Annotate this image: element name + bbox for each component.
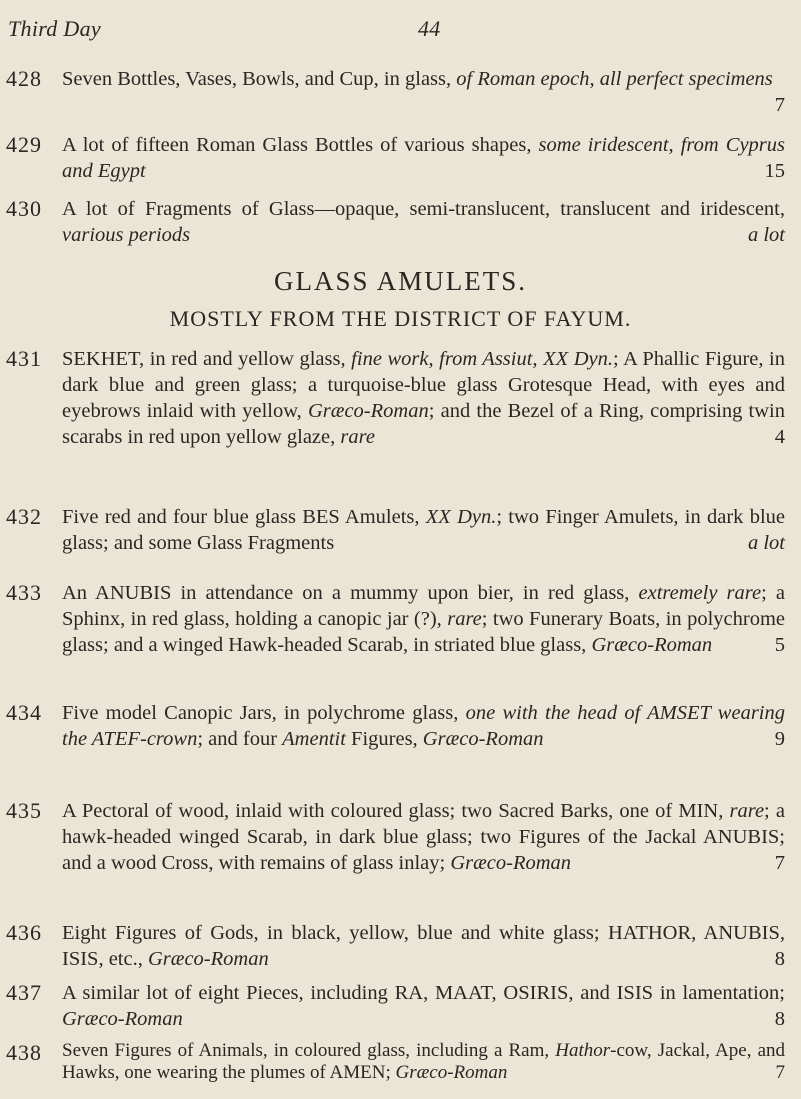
lot-text: ; a hawk-headed winged Scarab, in dark blue glass; two Figures of the Jackal ANUBIS; and a wood Cross, with remains of glass inlay; — [62, 800, 785, 874]
lot-quantity: 9 — [774, 728, 785, 750]
lot-description — [62, 346, 785, 450]
lot-text-italic: Græco-Roman — [395, 1062, 508, 1083]
lot-description — [62, 132, 785, 184]
page-number: 44 — [418, 16, 441, 41]
lot-text: A Pectoral of wood, inlaid with coloured glass; two Sacred Barks, one of MIN, — [62, 800, 730, 822]
lot-text-italic: of Roman epoch, all perfect specimens — [456, 68, 773, 90]
lot-number: 438 — [6, 1040, 42, 1065]
lot-description — [62, 580, 785, 658]
lot-text: A lot of Fragments of Glass—opaque, semi-translucent, translucent and iridescent, — [62, 198, 785, 220]
lot-text: Figures, — [345, 728, 423, 750]
lot-quantity: 4 — [774, 426, 785, 448]
lot-description — [62, 920, 785, 972]
lot-text: Five model Canopic Jars, in polychrome glass, — [62, 702, 466, 724]
lot-number: 432 — [6, 504, 42, 529]
lot-text-italic: rare — [729, 800, 765, 822]
section-title: GLASS AMULETS. — [273, 266, 528, 296]
section-subtitle: MOSTLY FROM THE DISTRICT OF FAYUM. — [169, 306, 632, 331]
lot-quantity: a lot — [747, 224, 785, 246]
lot-description — [62, 196, 785, 248]
lot-quantity: 7 — [774, 852, 785, 874]
lot-quantity: 5 — [774, 634, 785, 656]
lot-text-italic: Græco-Roman — [62, 1008, 183, 1030]
lot-text: ; and four — [197, 728, 283, 750]
lot-text-italic: Græco-Roman — [147, 948, 269, 970]
lot-text-italic: Amentit — [282, 728, 346, 750]
lot-text-italic: Hathor — [555, 1040, 611, 1061]
lot-text: Eight Figures of Gods, in black, yellow, blue and white glass; HATHOR, ANUBIS, ISIS, etc., — [62, 922, 785, 970]
lot-text: ; and the Bezel of a Ring, comprising twin scarabs in red upon yellow glaze, — [62, 400, 786, 448]
lot-number: 433 — [6, 580, 42, 605]
lot-quantity: 7 — [775, 1062, 785, 1083]
lot-text: ; A Phallic Figure, in dark blue and green glass; a turquoise-blue glass Grotesque Head, with eyes and eyebrows inlaid with yellow, — [62, 348, 785, 422]
lot-number: 429 — [6, 132, 42, 157]
lot-text: A similar lot of eight Pieces, including RA, MAAT, OSIRIS, and ISIS in lamentation; — [62, 982, 785, 1004]
lot-text-italic: rare — [340, 426, 375, 448]
lot-text: Seven Figures of Animals, in coloured glass, including a Ram, — [62, 1040, 556, 1061]
lot-text-italic: some iridescent, from Cyprus and Egypt — [62, 134, 785, 182]
lot-text-italic: rare — [447, 608, 482, 630]
lot-text-italic: various periods — [62, 224, 191, 246]
lot-number: 430 — [6, 196, 42, 221]
lot-description — [62, 980, 785, 1032]
lot-text: ; two Funerary Boats, in polychrome glass; and a winged Hawk-headed Scarab, in striated blue glass, — [62, 608, 785, 656]
lot-number: 431 — [6, 346, 42, 371]
lot-text: An ANUBIS in attendance on a mummy upon bier, in red glass, — [62, 582, 639, 604]
lot-text: SEKHET, in red and yellow glass, — [62, 348, 352, 370]
lot-text-italic: Græco-Roman — [450, 852, 572, 874]
lot-number: 434 — [6, 700, 42, 725]
lot-quantity: 15 — [764, 160, 785, 182]
lot-text-italic: Græco-Roman — [591, 634, 713, 656]
lot-text-italic: one with the head of AMSET wearing the ATEF-crown — [62, 702, 785, 750]
lot-text: ; two Finger Amulets, in dark blue glass; and some Glass Fragments — [62, 506, 785, 554]
lot-text-italic: extremely rare — [638, 582, 762, 604]
lot-text-italic: fine work, from Assiut, XX Dyn. — [351, 348, 613, 370]
lot-text: Seven Bottles, Vases, Bowls, and Cup, in glass, — [62, 68, 457, 90]
lot-text: -cow, Jackal, Ape, and Hawks, one wearing the plumes of AMEN; — [62, 1040, 786, 1083]
lot-number: 435 — [6, 798, 42, 823]
lot-description — [62, 504, 785, 556]
running-head: Third Day — [8, 16, 101, 41]
lot-text: A lot of fifteen Roman Glass Bottles of various shapes, — [62, 134, 539, 156]
lot-quantity: 8 — [774, 948, 785, 970]
lot-quantity: 8 — [774, 1008, 785, 1030]
lot-quantity: 7 — [774, 94, 785, 116]
lot-text-italic: XX Dyn. — [425, 506, 497, 528]
lot-number: 436 — [6, 920, 42, 945]
lot-text: Five red and four blue glass BES Amulets, — [62, 506, 426, 528]
lot-description — [62, 700, 785, 752]
lot-text-italic: Græco-Roman — [308, 400, 429, 422]
lot-number: 437 — [6, 980, 42, 1005]
lot-description — [62, 798, 785, 876]
lot-description — [62, 66, 785, 118]
lot-number: 428 — [6, 66, 42, 91]
lot-description — [62, 1040, 785, 1084]
lot-quantity: a lot — [747, 532, 785, 554]
lot-text-italic: Græco-Roman — [422, 728, 544, 750]
lot-text: ; a Sphinx, in red glass, holding a canopic jar (?), — [62, 582, 785, 630]
